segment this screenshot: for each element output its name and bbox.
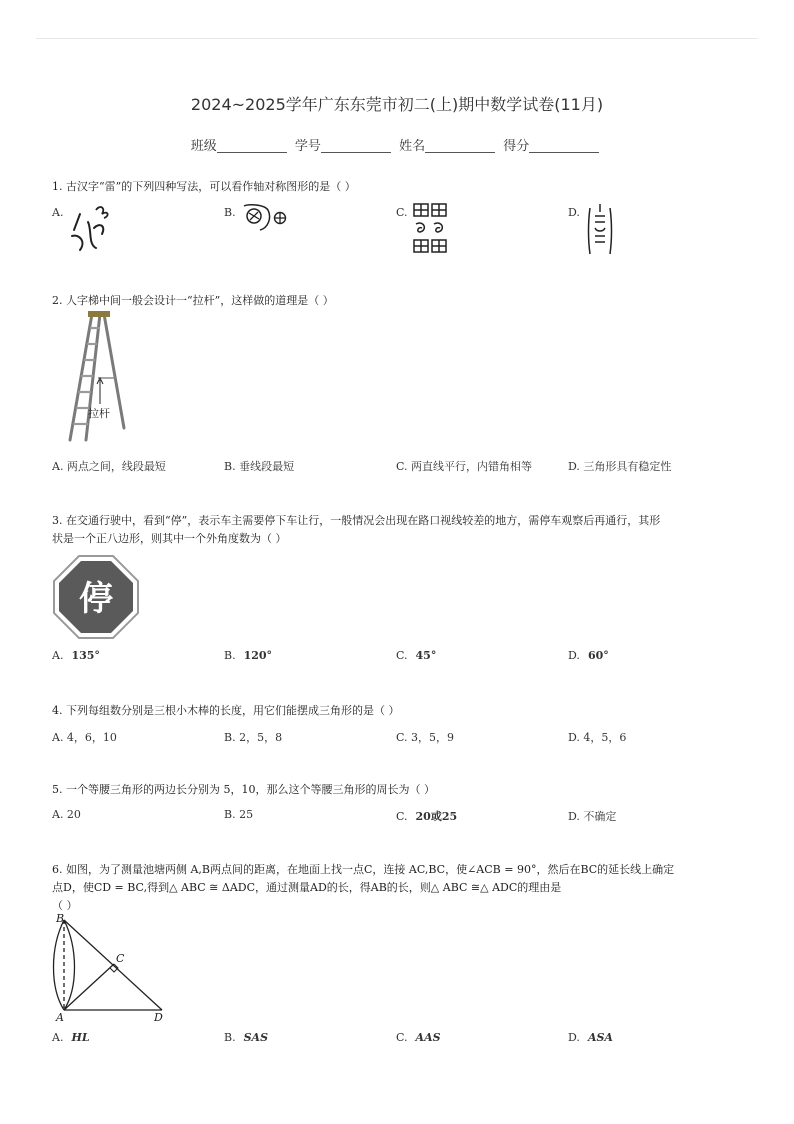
q1-option-c[interactable]: C. <box>396 206 408 219</box>
question-3-stem-line1: 3. 在交通行驶中，看到“停”，表示车主需要停下车让行，一般情况会出现在路口视线较差的地方，需停车观察后再通行，其形 <box>52 514 661 527</box>
question-2-stem: 2. 人字梯中间一般会设计一“拉杆”，这样做的道理是（ ） <box>52 294 334 307</box>
q4-option-a[interactable]: A. 4，6，10 <box>52 731 117 744</box>
q3-option-c[interactable]: C. 45° <box>396 649 437 662</box>
glyph-a-icon <box>66 200 116 256</box>
q5-option-b[interactable]: B. 25 <box>224 808 254 821</box>
class-field[interactable] <box>217 138 287 153</box>
stop-sign-text: 停 <box>79 579 113 619</box>
glyph-c-icon <box>410 202 454 258</box>
point-c-label: C <box>116 952 125 965</box>
q2-option-b[interactable]: B. 垂线段最短 <box>224 460 295 473</box>
name-field[interactable] <box>425 138 495 153</box>
info-label-score: 得分 <box>503 139 530 154</box>
q1-option-a[interactable]: A. <box>52 206 64 219</box>
question-4-stem: 4. 下列每组数分别是三根小木棒的长度，用它们能摆成三角形的是（ ） <box>52 704 400 717</box>
q6-option-d[interactable]: D. ASA <box>568 1031 613 1044</box>
pond-triangle-figure <box>52 912 170 1024</box>
q5-option-c[interactable]: C. 20或25 <box>396 810 458 823</box>
q3-option-a[interactable]: A. 135° <box>52 649 100 662</box>
question-1-stem: 1. 古汉字“雷”的下列四种写法，可以看作轴对称图形的是（ ） <box>52 180 356 193</box>
info-label-name: 姓名 <box>399 139 426 154</box>
q6-option-a[interactable]: A. HL <box>52 1031 90 1044</box>
ladder-figure <box>60 308 132 444</box>
q1-option-d[interactable]: D. <box>568 206 580 219</box>
point-b-label: B <box>56 912 65 925</box>
question-6-stem-line3: （ ） <box>52 899 78 912</box>
score-field[interactable] <box>529 138 599 153</box>
info-label-number: 学号 <box>294 139 321 154</box>
q2-option-d[interactable]: D. 三角形具有稳定性 <box>568 460 672 473</box>
q5-option-d[interactable]: D. 不确定 <box>568 810 617 823</box>
q2-option-c[interactable]: C. 两直线平行，内错角相等 <box>396 460 533 473</box>
info-row <box>0 135 794 154</box>
question-3-stem-line2: 状是一个正八边形，则其中一个外角度数为（ ） <box>52 532 287 545</box>
q1-option-b[interactable]: B. <box>224 206 236 219</box>
point-a-label: A <box>56 1011 64 1024</box>
question-5-stem: 5. 一个等腰三角形的两边长分别为 5，10，那么这个等腰三角形的周长为（ ） <box>52 783 435 796</box>
q4-option-d[interactable]: D. 4，5，6 <box>568 731 627 744</box>
page-title: 2024~2025学年广东东莞市初二(上)期中数学试卷(11月) <box>190 95 604 114</box>
point-d-label: D <box>154 1011 163 1024</box>
stop-sign-figure <box>52 554 140 640</box>
info-label-class: 班级 <box>190 139 217 154</box>
glyph-d-icon <box>584 202 618 258</box>
ladder-label: 拉杆 <box>88 407 110 420</box>
q6-option-c[interactable]: C. AAS <box>396 1031 441 1044</box>
q2-option-a[interactable]: A. 两点之间，线段最短 <box>52 460 166 473</box>
q6-option-b[interactable]: B. SAS <box>224 1031 269 1044</box>
glyph-b-icon <box>238 202 298 236</box>
question-6-stem-line2: 点D，使CD = BC,得到△ ABC ≅ ΔADC，通过测量AD的长，得AB的长，则△ ABC ≅△ ADC的理由是 <box>52 881 562 894</box>
number-field[interactable] <box>321 138 391 153</box>
q4-option-b[interactable]: B. 2，5，8 <box>224 731 283 744</box>
q5-option-a[interactable]: A. 20 <box>52 808 81 821</box>
top-divider <box>36 38 758 39</box>
q3-option-d[interactable]: D. 60° <box>568 649 609 662</box>
q3-option-b[interactable]: B. 120° <box>224 649 273 662</box>
question-6-stem-line1: 6. 如图，为了测量池塘两侧 A,B两点间的距离，在地面上找一点C，连接 AC,BC，使∠ACB = 90°，然后在BC的延长线上确定 <box>52 863 675 876</box>
q4-option-c[interactable]: C. 3，5，9 <box>396 731 455 744</box>
